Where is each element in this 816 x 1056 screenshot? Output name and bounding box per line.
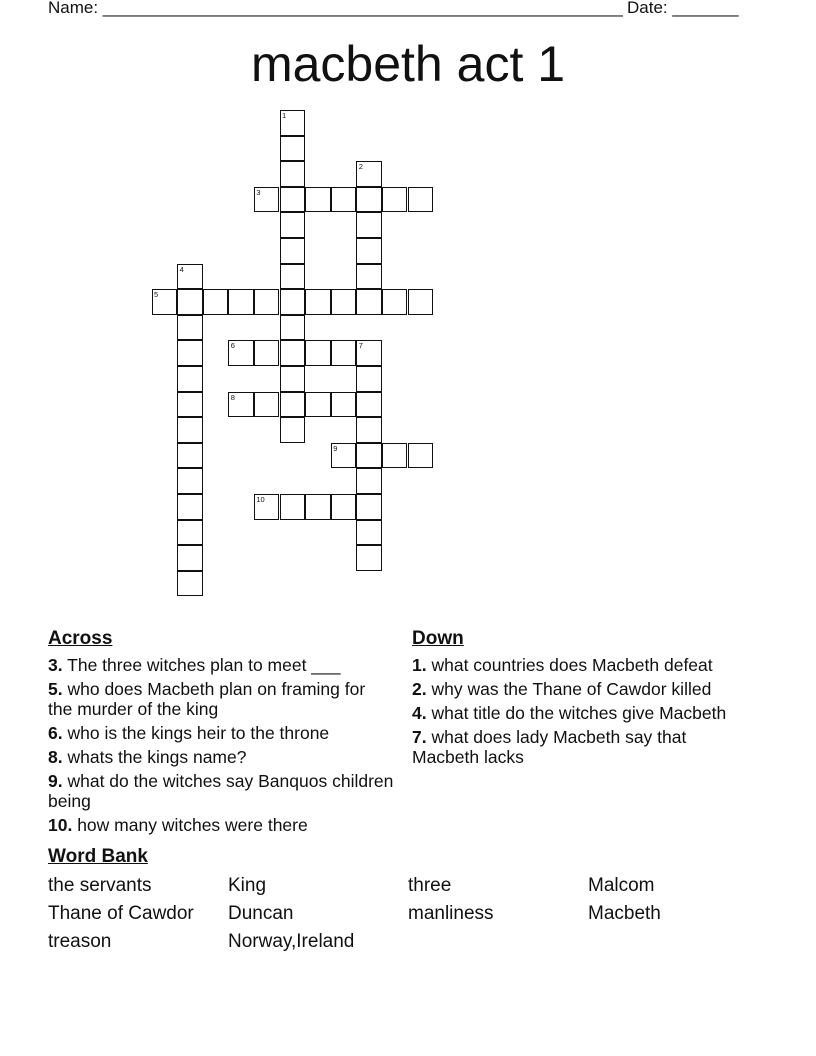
across-clue-3 [48, 655, 394, 675]
crossword-cell[interactable] [356, 545, 382, 571]
clue-number: 3. [48, 655, 63, 675]
across-clue-6 [48, 723, 394, 743]
crossword-cell[interactable] [382, 289, 408, 315]
crossword-cell[interactable] [331, 392, 357, 418]
clue-number: 5. [48, 679, 63, 699]
crossword-cell[interactable] [356, 289, 382, 315]
across-clue-9 [48, 771, 394, 811]
across-clue-list [48, 655, 394, 839]
clue-number: 2. [412, 679, 427, 699]
crossword-cell[interactable] [177, 417, 203, 443]
crossword-cell[interactable] [356, 238, 382, 264]
across-clue-5 [48, 679, 394, 719]
crossword-cell[interactable] [280, 161, 306, 187]
crossword-cell[interactable] [280, 187, 306, 213]
crossword-cell[interactable] [280, 212, 306, 238]
word-bank-item: treason [48, 931, 112, 952]
word-bank-item: King [228, 875, 267, 896]
crossword-cell[interactable] [331, 340, 357, 366]
clue-text: what title do the witches give Macbeth [431, 703, 727, 723]
clue-text: whats the kings name? [67, 747, 247, 767]
clue-number: 1. [412, 655, 427, 675]
crossword-cell[interactable] [177, 520, 203, 546]
clue-text: why was the Thane of Cawdor killed [431, 679, 712, 699]
crossword-cell[interactable] [280, 494, 306, 520]
crossword-cell-1[interactable] [280, 110, 306, 136]
crossword-cell[interactable] [280, 238, 306, 264]
crossword-cell-5[interactable] [152, 289, 178, 315]
crossword-cell[interactable] [356, 494, 382, 520]
crossword-cell[interactable] [408, 187, 434, 213]
crossword-cell-6[interactable] [228, 340, 254, 366]
word-bank-item: Duncan [228, 903, 294, 924]
down-clue-7 [412, 727, 752, 767]
word-bank-item: manliness [408, 903, 494, 924]
across-heading: Across [48, 628, 113, 649]
crossword-cell[interactable] [254, 289, 280, 315]
clue-number-label: 3 [256, 187, 261, 197]
word-bank-heading: Word Bank [48, 846, 148, 867]
down-heading: Down [412, 628, 464, 649]
crossword-cell[interactable] [177, 289, 203, 315]
date-line[interactable]: Date: _______ [627, 0, 739, 17]
down-clue-1 [412, 655, 752, 675]
crossword-cell[interactable] [254, 340, 280, 366]
name-line[interactable]: Name: _______________________________________________________ [48, 0, 623, 17]
clue-number-label: 5 [154, 290, 159, 300]
crossword-cell[interactable] [280, 340, 306, 366]
crossword-cell[interactable] [254, 392, 280, 418]
word-bank-item: three [408, 875, 452, 896]
crossword-cell[interactable] [280, 417, 306, 443]
crossword-cell-7[interactable] [356, 340, 382, 366]
crossword-cell[interactable] [356, 212, 382, 238]
crossword-cell[interactable] [280, 264, 306, 290]
crossword-cell[interactable] [356, 392, 382, 418]
crossword-cell[interactable] [356, 468, 382, 494]
crossword-cell[interactable] [356, 520, 382, 546]
crossword-cell[interactable] [356, 417, 382, 443]
clue-number-label: 4 [179, 264, 184, 274]
crossword-cell[interactable] [280, 289, 306, 315]
crossword-cell-10[interactable] [254, 494, 280, 520]
crossword-cell[interactable] [177, 340, 203, 366]
crossword-cell-4[interactable] [177, 264, 203, 290]
crossword-cell[interactable] [305, 187, 331, 213]
clue-text: who is the kings heir to the throne [67, 723, 330, 743]
crossword-cell[interactable] [408, 443, 434, 469]
word-bank-item: Malcom [588, 875, 655, 896]
clue-text: what countries does Macbeth defeat [431, 655, 713, 675]
across-clue-10 [48, 815, 394, 835]
clue-number: 9. [48, 771, 63, 791]
crossword-cell[interactable] [177, 545, 203, 571]
crossword-cell[interactable] [177, 366, 203, 392]
clue-number-label: 9 [333, 443, 338, 453]
crossword-cell[interactable] [177, 392, 203, 418]
clue-number-label: 8 [230, 392, 235, 402]
down-clue-2 [412, 679, 752, 699]
crossword-cell[interactable] [305, 494, 331, 520]
clue-number: 4. [412, 703, 427, 723]
crossword-cell[interactable] [356, 443, 382, 469]
crossword-cell[interactable] [177, 571, 203, 597]
clue-text: The three witches plan to meet ___ [67, 655, 341, 675]
crossword-cell[interactable] [356, 366, 382, 392]
across-clue-8 [48, 747, 394, 767]
crossword-cell[interactable] [280, 136, 306, 162]
crossword-cell[interactable] [280, 315, 306, 341]
word-bank [48, 874, 768, 958]
crossword-cell[interactable] [177, 468, 203, 494]
crossword-cell[interactable] [177, 315, 203, 341]
crossword-cell[interactable] [331, 289, 357, 315]
page-title: macbeth act 1 [250, 36, 566, 92]
crossword-cell[interactable] [408, 289, 434, 315]
crossword-cell[interactable] [305, 392, 331, 418]
crossword-cell[interactable] [331, 494, 357, 520]
crossword-cell-8[interactable] [228, 392, 254, 418]
crossword-cell[interactable] [356, 264, 382, 290]
clue-number-label: 10 [256, 495, 265, 504]
crossword-cell[interactable] [228, 289, 254, 315]
clue-number: 6. [48, 723, 63, 743]
crossword-cell[interactable] [280, 366, 306, 392]
crossword-cell[interactable] [177, 443, 203, 469]
clue-number-label: 2 [358, 162, 363, 172]
clue-number-label: 1 [282, 111, 287, 120]
crossword-cell[interactable] [382, 443, 408, 469]
word-bank-item: Thane of Cawdor [48, 903, 194, 924]
crossword-cell[interactable] [280, 392, 306, 418]
clue-number: 10. [48, 815, 73, 835]
crossword-cell[interactable] [331, 187, 357, 213]
crossword-cell-3[interactable] [254, 187, 280, 213]
clue-number: 7. [412, 727, 427, 747]
crossword-cell-2[interactable] [356, 161, 382, 187]
clue-text: what do the witches say Banquos children being [48, 771, 394, 811]
crossword-cell[interactable] [382, 187, 408, 213]
word-bank-item: the servants [48, 875, 152, 896]
down-clue-4 [412, 703, 752, 723]
word-bank-item: Norway,Ireland [228, 931, 355, 952]
clue-number-label: 6 [230, 341, 235, 351]
clue-number-label: 7 [358, 341, 363, 351]
down-clue-list [412, 655, 752, 771]
clue-text: how many witches were there [77, 815, 308, 835]
crossword-cell-9[interactable] [331, 443, 357, 469]
crossword-cell[interactable] [305, 289, 331, 315]
crossword-cell[interactable] [203, 289, 229, 315]
word-bank-item: Macbeth [588, 903, 661, 924]
clue-number: 8. [48, 747, 63, 767]
clue-text: what does lady Macbeth say that Macbeth lacks [412, 727, 687, 767]
crossword-cell[interactable] [177, 494, 203, 520]
clue-text: who does Macbeth plan on framing for the murder of the king [48, 679, 366, 719]
crossword-cell[interactable] [356, 187, 382, 213]
crossword-cell[interactable] [305, 340, 331, 366]
